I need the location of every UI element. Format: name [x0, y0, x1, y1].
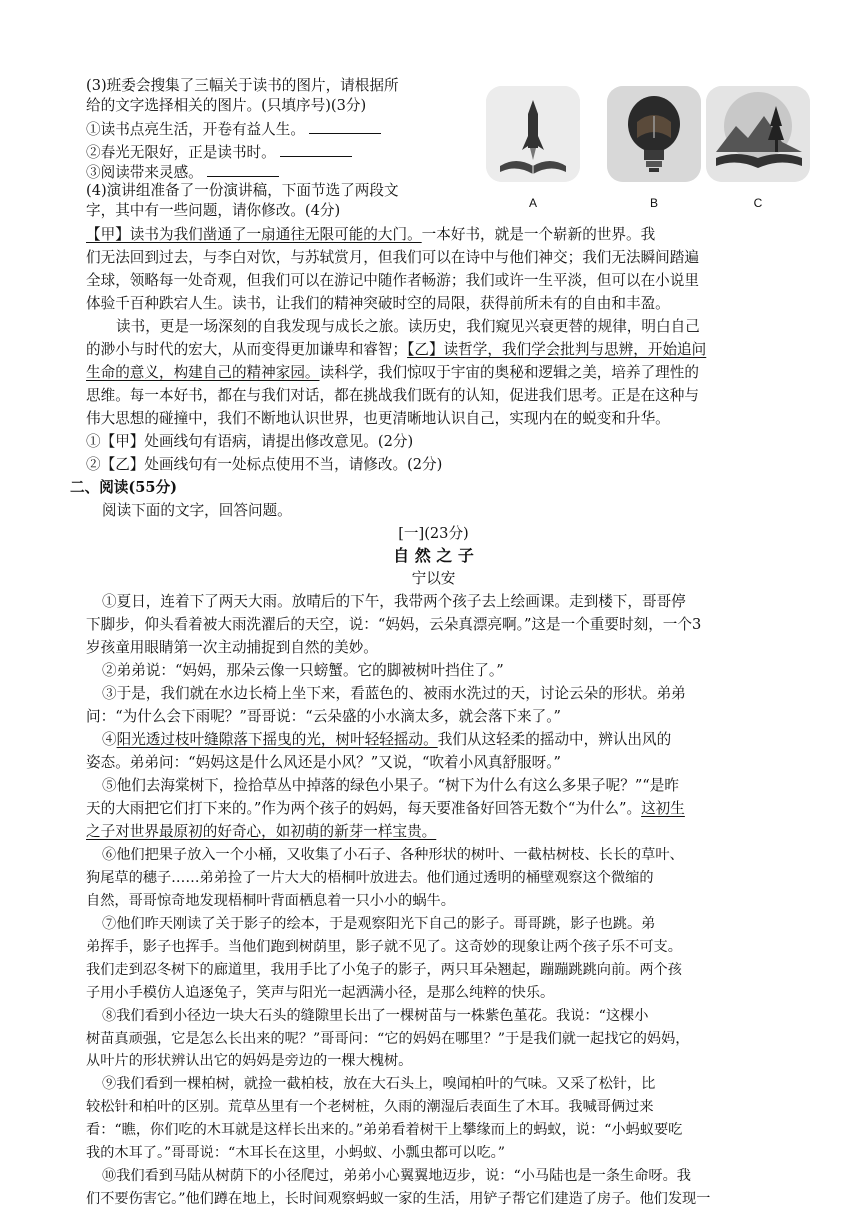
- article-line: ③于是，我们就在水边长椅上坐下来，看蓝色的、被雨水洗过的天，讨论云朵的形状。弟弟: [102, 685, 686, 702]
- q3-option-2: ②春光无限好，正是读书时。: [86, 142, 352, 163]
- article-paragraph-4-line-1: ④阳光透过枝叶缝隙落下摇曳的光，树叶轻轻摇动。我们从这轻柔的摇动中，辨认出风的: [102, 731, 672, 748]
- picture-label-c: C: [753, 196, 763, 210]
- article-line: 狗尾草的穗子……弟弟捡了一片大大的梧桐叶放进去。他们通过透明的桶壁观察这个微缩的: [86, 870, 654, 886]
- speech-question-2: ②【乙】处画线句有一处标点使用不当，请修改。(2分): [86, 456, 443, 473]
- article-line: ⑥他们把果子放入一个小桶，又收集了小石子、各种形状的树叶、一截枯树枝、长长的草叶、: [102, 847, 684, 863]
- article-line: ⑧我们看到小径边一块大石头的缝隙里长出了一棵树苗与一株紫色堇花。我说：“这棵小: [102, 1008, 649, 1024]
- answer-blank-1[interactable]: [309, 119, 381, 134]
- q3-option-1: ①读书点亮生活，开卷有益人生。: [86, 119, 381, 140]
- underlined-sentence-jia: 【甲】读书为我们凿通了一扇通往无限可能的大门。: [86, 226, 422, 243]
- speech-p1-line-1: 【甲】读书为我们凿通了一扇通往无限可能的大门。一本好书，就是一个崭新的世界。我: [86, 226, 656, 243]
- section-2-instruction: 阅读下面的文字，回答问题。: [102, 502, 292, 519]
- article-line: 我的木耳了。”哥哥说：“木耳长在这里，小蚂蚁、小瓢虫都可以吃。”: [86, 1145, 505, 1161]
- article-line: ①夏日，连着下了两天大雨。放晴后的下午，我带两个孩子去上绘画课。走到楼下，哥哥停: [102, 593, 686, 610]
- speech-p1-line-3: 全球，领略每一处奇观，但我们可以在游记中随作者畅游；我们或许一生平淡，但可以在小说里: [86, 272, 699, 289]
- q3-option-3: ③阅读带来灵感。: [86, 162, 279, 183]
- article-line: 从叶片的形状辨认出它的妈妈是旁边的一棵大槐树。: [86, 1053, 413, 1069]
- speech-p1-line-2: 们无法回到过去，与李白对饮，与苏轼赏月，但我们可以在诗中与他们神交；我们无法瞬间踏遍: [86, 249, 699, 266]
- underlined-sentence-yi: 【乙】读哲学，我们学会批判与思辨，开始追问: [407, 341, 707, 358]
- speech-p2-line-1: 读书，更是一场深刻的自我发现与成长之旅。读历史，我们窥见兴衰更替的规律，明白自己: [116, 318, 700, 335]
- picture-b-lightbulb-book-icon: [607, 86, 701, 182]
- underlined-sentence-5: 这初生: [641, 800, 685, 817]
- picture-label-b: B: [649, 196, 658, 210]
- underlined-sentence-4: 阳光透过枝叶缝隙落下摇曳的光，树叶轻轻摇动。: [116, 731, 438, 748]
- article-paragraph-5-line-2: 天的大雨把它们打下来的。”作为两个孩子的妈妈，每天要准备好回答无数个“为什么”。这初生: [86, 800, 685, 817]
- article-line: 弟挥手，影子也挥手。当他们跑到树荫里，影子就不见了。这奇妙的现象让两个孩子乐不可支。: [86, 939, 682, 955]
- article-line: ⑦他们昨天刚读了关于影子的绘本，于是观察阳光下自己的影子。哥哥跳，影子也跳。弟: [102, 916, 656, 932]
- speech-p1-line-4: 体验千百种跌宕人生。读书，让我们的精神突破时空的局限，获得前所未有的自由和丰盈。: [86, 295, 670, 312]
- underlined-sentence-5-cont: 之子对世界最原初的好奇心，如初萌的新芽一样宝贵。: [86, 823, 437, 840]
- article-line: 树苗真顽强，它是怎么长出来的呢？”哥哥问：“它的妈妈在哪里？”于是我们就一起找它的妈妈，: [86, 1031, 690, 1047]
- q4-line-1: (4)演讲组准备了一份演讲稿，下面节选了两段文: [86, 182, 399, 199]
- underlined-sentence-yi-cont: 生命的意义，构建自己的精神家园。: [86, 364, 320, 381]
- article-line: ⑩我们看到马陆从树荫下的小径爬过，弟弟小心翼翼地迈步，说：“小马陆也是一条生命呀。我: [102, 1168, 691, 1184]
- article-line: ②弟弟说：“妈妈，那朵云像一只螃蟹。它的脚被树叶挡住了。”: [102, 662, 504, 679]
- answer-blank-2[interactable]: [280, 142, 352, 157]
- article-line: ⑨我们看到一棵柏树，就捡一截柏枝，放在大石头上，嗅闻柏叶的气味。又采了松针，比: [102, 1076, 656, 1092]
- article-paragraph-4-line-2: 姿态。弟弟问：“妈妈这是什么风还是小风？”又说，“吹着小风真舒服呀。”: [86, 754, 561, 771]
- article-paragraph-5-line-1: ⑤他们去海棠树下，捡拾草丛中掉落的绿色小果子。“树下为什么有这么多果子呢？”“是昨: [102, 777, 679, 794]
- speech-question-1: ①【甲】处画线句有语病，请提出修改意见。(2分): [86, 433, 414, 450]
- picture-a-rocket-book-icon: [486, 86, 580, 182]
- q4-line-2: 字，其中有一些问题，请你修改。(4分): [86, 202, 341, 219]
- speech-p2-line-3: 生命的意义，构建自己的精神家园。读科学，我们惊叹于宇宙的奥秘和逻辑之美，培养了理性的: [86, 364, 699, 381]
- q3-line-2: 给的文字选择相关的图片。(只填序号)(3分): [86, 97, 367, 114]
- article-line: 子用小手模仿人追逐兔子，笑声与阳光一起洒满小径，是那么纯粹的快乐。: [86, 985, 555, 1001]
- article-title: 自 然 之 子: [393, 546, 474, 565]
- article-line: 问：“为什么会下雨呢？”哥哥说：“云朵盛的小水滴太多，就会落下来了。”: [86, 708, 561, 725]
- article-line: 我们走到忍冬树下的廊道里，我用手比了小兔子的影子，两只耳朵翘起，蹦蹦跳跳向前。两个孩: [86, 962, 682, 978]
- reading-pictures: [486, 86, 822, 236]
- article-line: 看：“瞧，你们吃的木耳就是这样长出来的。”弟弟看着树干上攀缘而上的蚂蚁，说：“小蚂蚁要吃: [86, 1122, 683, 1138]
- section-2-heading: 二、阅读(55分): [70, 479, 178, 496]
- picture-c-landscape-book-icon: [706, 86, 810, 182]
- speech-p2-line-2: 的渺小与时代的宏大，从而变得更加谦卑和睿智；【乙】读哲学，我们学会批判与思辨，开始追问: [86, 341, 707, 358]
- article-line: 下脚步，仰头看着被大雨洗濯后的天空，说：“妈妈，云朵真漂亮啊。”这是一个重要时刻，一个3: [86, 616, 702, 633]
- article-line: 较松针和柏叶的区别。荒草丛里有一个老树桩，久雨的潮湿后表面生了木耳。我喊哥俩过来: [86, 1099, 654, 1115]
- speech-p2-line-4: 思维。每一本好书，都在与我们对话，都在挑战我们既有的认知，促进我们思考。正是在这种与: [86, 387, 699, 404]
- article-line: 岁孩童用眼睛第一次主动捕捉到自然的美妙。: [86, 639, 378, 656]
- answer-blank-3[interactable]: [207, 162, 279, 177]
- part-1-heading: [一](23分): [398, 525, 469, 542]
- article-line: 们不要伤害它。”他们蹲在地上，长时间观察蚂蚁一家的生活，用铲子帮它们建造了房子。他们发现一: [86, 1191, 711, 1207]
- article-line: 自然，哥哥惊奇地发现梧桐叶背面栖息着一只小小的蜗牛。: [86, 893, 455, 909]
- picture-label-a: A: [528, 196, 537, 210]
- speech-p2-line-5: 伟大思想的碰撞中，我们不断地认识世界，也更清晰地认识自己，实现内在的蜕变和升华。: [86, 410, 670, 427]
- article-author: 宁以安: [411, 570, 456, 587]
- q3-line-1: (3)班委会搜集了三幅关于读书的图片，请根据所: [86, 77, 399, 94]
